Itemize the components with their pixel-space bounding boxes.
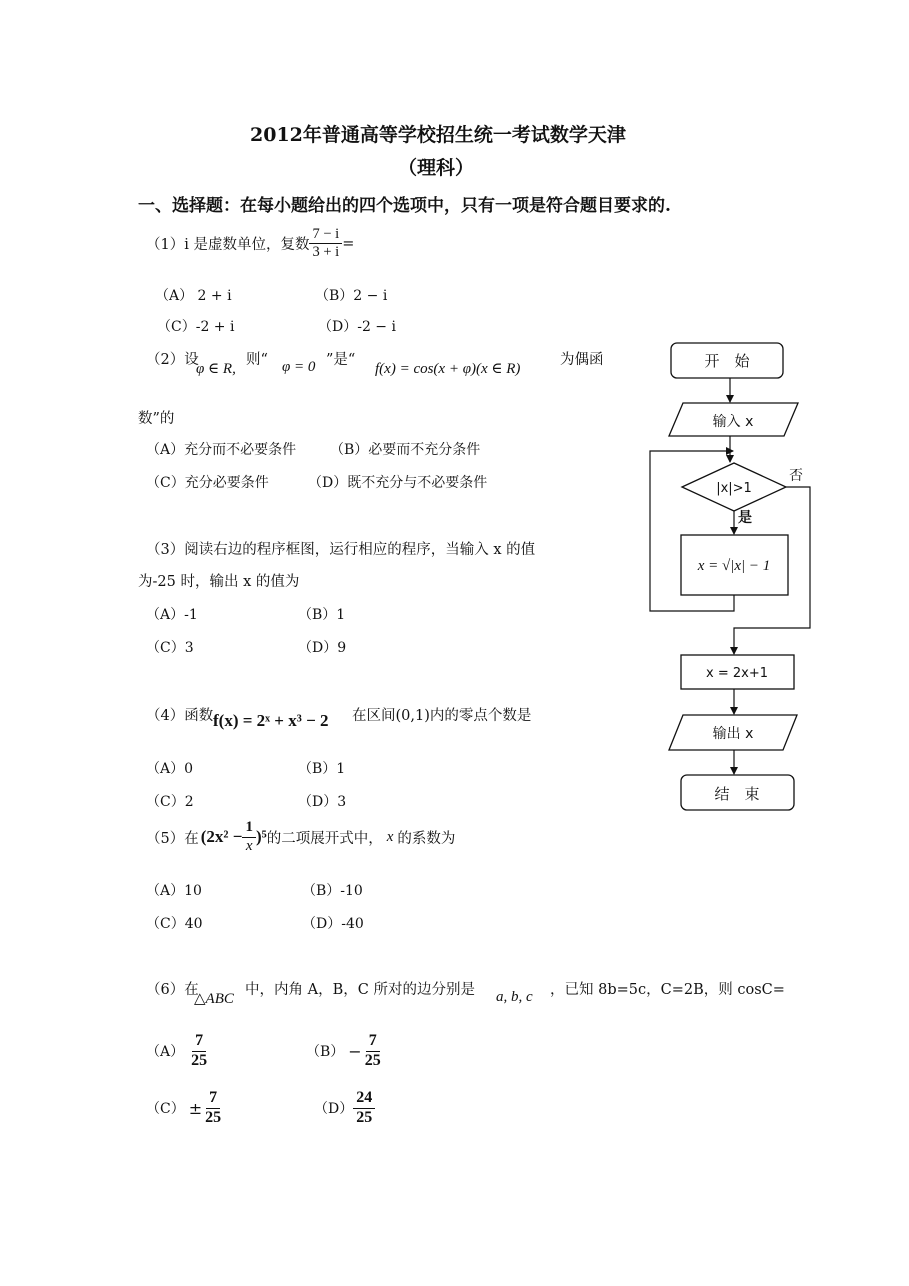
q6-math-triangle: △ABC <box>194 991 234 1007</box>
q2-prefix: （2）设 <box>146 352 199 368</box>
q6-mid: 中，内角 A，B，C 所对的边分别是 <box>245 982 475 998</box>
flow-assign1-label: x = √|x| − 1 <box>697 558 771 574</box>
q6-option-d-den: 25 <box>356 1108 373 1126</box>
q6-option-c <box>146 1090 224 1127</box>
question-1 <box>146 227 354 260</box>
q2-option-b: （B）必要而不充分条件 <box>330 442 481 458</box>
flow-output-label: 输出 x <box>712 726 754 742</box>
q1-option-c: （C）-2 + i <box>157 319 235 335</box>
q5-option-b: （B）-10 <box>302 883 363 899</box>
q2-math-phi-zero: φ = 0 <box>282 359 316 375</box>
q2-cont: 数”的 <box>138 411 175 427</box>
q4-option-a: （A）0 <box>146 761 194 777</box>
q2-suffix: 为偶函 <box>560 352 604 368</box>
q2-math-phi-in-r: φ ∈ R, <box>196 361 236 377</box>
q5-suffix: 的系数为 <box>397 830 456 847</box>
q5-var: x <box>386 828 394 845</box>
q5-frac-num: 1 <box>242 820 256 838</box>
q5-prefix: （5）在 <box>146 830 199 847</box>
q6-suffix: ，已知 8b=5c，C=2B，则 cosC= <box>550 982 785 998</box>
flow-start-label: 开 始 <box>704 352 750 370</box>
q1-suffix: = <box>342 235 355 252</box>
q4-option-d: （D）3 <box>298 794 347 810</box>
q5-option-c: （C）40 <box>146 916 203 932</box>
q6-option-c-label: （C） <box>146 1101 185 1118</box>
flow-yes-label: 是 <box>738 510 752 526</box>
q6-option-a-num: 7 <box>192 1033 206 1052</box>
q2-option-c: （C）充分必要条件 <box>146 475 269 491</box>
q1-frac-num: 7 − i <box>309 227 342 244</box>
q4-math: f(x) = 2ˣ + x³ − 2 <box>213 711 329 730</box>
q6-option-b-fraction <box>362 1033 384 1070</box>
q6-option-b-den: 25 <box>364 1051 381 1069</box>
q3-option-a: （A）-1 <box>146 607 198 623</box>
q4-option-b: （B）1 <box>298 761 346 777</box>
q2-option-a: （A）充分而不必要条件 <box>146 442 297 458</box>
q3-option-d: （D）9 <box>298 640 347 656</box>
q6-option-a <box>146 1033 210 1070</box>
q5-mid: 的二项展开式中， <box>266 830 383 847</box>
q6-option-d-label: （D） <box>314 1101 354 1118</box>
q1-prefix: （1）i 是虚数单位，复数 <box>146 237 310 254</box>
q3-line1: （3）阅读右边的程序框图，运行相应的程序，当输入 x 的值 <box>146 542 536 558</box>
q3-option-b: （B）1 <box>298 607 346 623</box>
flow-input-label: 输入 x <box>712 414 754 430</box>
q6-option-a-fraction <box>188 1033 210 1070</box>
q6-option-b-num: 7 <box>366 1033 380 1052</box>
q1-option-b: （B）2 − i <box>315 288 388 304</box>
q5-option-d: （D）-40 <box>302 916 364 932</box>
q2-mid2: ”是“ <box>326 352 356 368</box>
flow-end-label: 结 束 <box>714 785 760 803</box>
q1-option-a: （A） 2 + i <box>155 288 232 304</box>
q1-fraction <box>309 227 342 260</box>
q6-option-b <box>306 1033 384 1070</box>
q4-option-c: （C）2 <box>146 794 194 810</box>
q6-option-d <box>314 1090 375 1127</box>
q1-option-d: （D）-2 − i <box>318 319 396 335</box>
q3-line2: 为-25 时，输出 x 的值为 <box>138 574 300 590</box>
flowchart <box>630 335 830 820</box>
q6-option-b-sign: − <box>348 1041 362 1061</box>
q5-fraction <box>242 820 256 855</box>
q5-math-close: )⁵ <box>255 827 267 847</box>
q6-math-sides: a, b, c <box>496 989 533 1005</box>
q5-frac-den: x <box>245 837 253 854</box>
q5-math-open: (2x² − <box>200 827 243 847</box>
q6-option-c-fraction <box>202 1090 224 1127</box>
q6-option-c-sign: ± <box>188 1098 203 1118</box>
q3-option-c: （C）3 <box>146 640 194 656</box>
q4-suffix: 在区间(0,1)内的零点个数是 <box>352 708 532 724</box>
flow-no-label: 否 <box>789 468 803 484</box>
q2-math-function: f(x) = cos(x + φ)(x ∈ R) <box>375 361 521 377</box>
q6-option-c-den: 25 <box>205 1108 222 1126</box>
q5-option-a: （A）10 <box>146 883 202 899</box>
q6-option-d-fraction <box>353 1090 375 1127</box>
q1-frac-den: 3 + i <box>312 244 340 261</box>
flow-assign2-label: x = 2x+1 <box>706 666 768 681</box>
q6-option-d-num: 24 <box>353 1090 375 1109</box>
section-heading: 一、选择题：在每小题给出的四个选项中，只有一项是符合题目要求的. <box>138 196 671 216</box>
q6-prefix: （6）在 <box>146 982 199 998</box>
q4-prefix: （4）函数 <box>146 708 214 724</box>
q6-option-c-num: 7 <box>206 1090 220 1109</box>
question-5 <box>146 820 455 855</box>
q2-mid1: 则“ <box>246 352 268 368</box>
flow-condition-label: |x|>1 <box>716 481 752 496</box>
q2-option-d: （D）既不充分与不必要条件 <box>308 475 488 491</box>
page-title: 2012年普通高等学校招生统一考试数学天津 <box>250 124 626 146</box>
page-subtitle: （理科） <box>398 157 475 179</box>
q6-option-b-label: （B） <box>306 1044 345 1061</box>
q6-option-a-den: 25 <box>191 1051 208 1069</box>
q6-option-a-label: （A） <box>146 1044 185 1061</box>
